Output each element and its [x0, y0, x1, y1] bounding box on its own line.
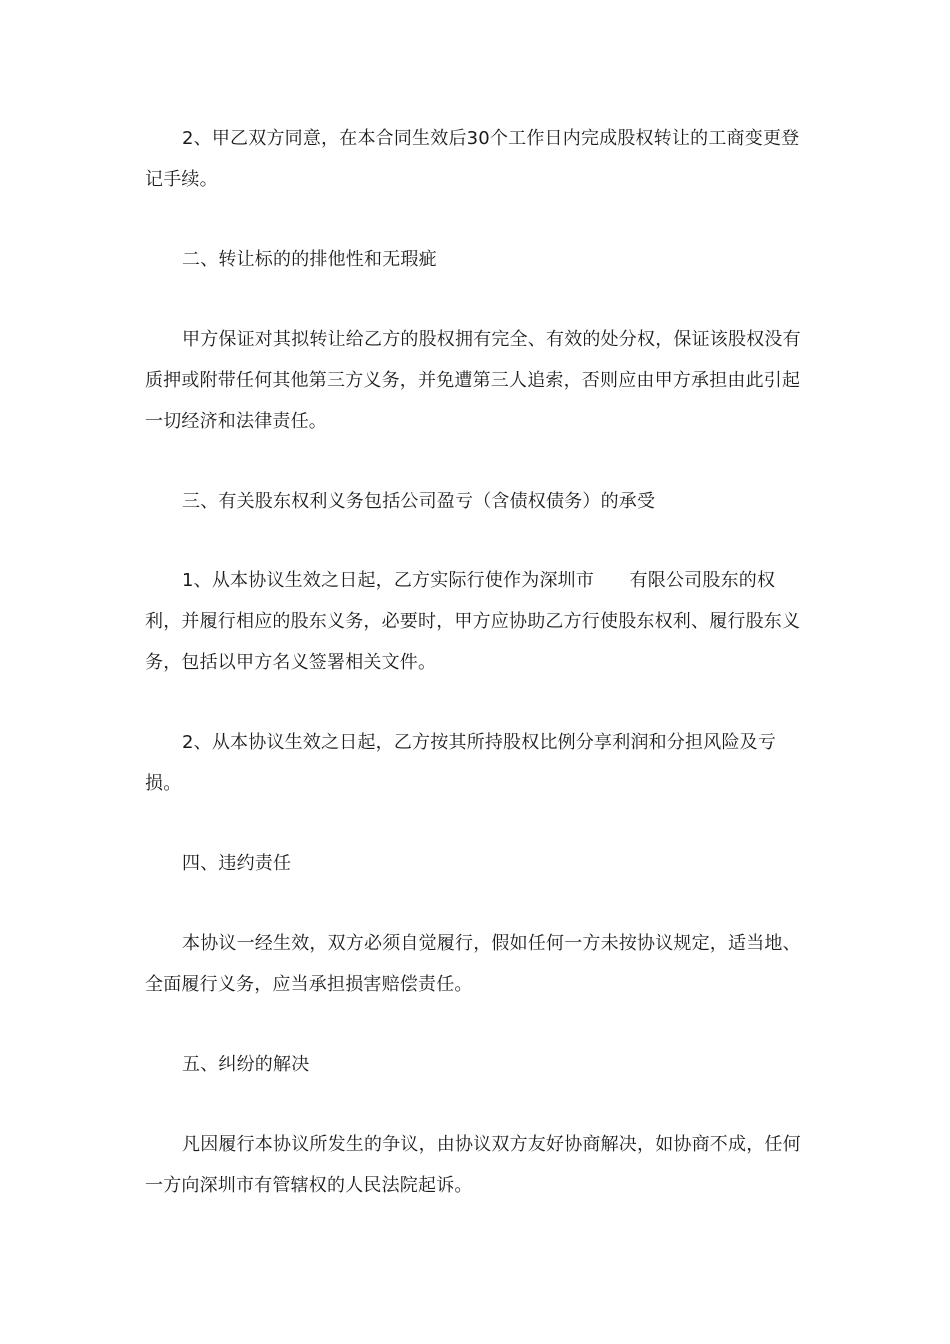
paragraph-warranty: 甲方保证对其拟转让给乙方的股权拥有完全、有效的处分权，保证该股权没有质押或附带任何其他第三方义务，并免遭第三人追索，否则应由甲方承担由此引起一切经济和法律责任。: [145, 329, 801, 432]
paragraph-registration: 2、甲乙双方同意，在本合同生效后30个工作日内完成股权转让的工商变更登记手续。: [145, 128, 800, 190]
paragraph-dispute: 凡因履行本协议所发生的争议，由协议双方友好协商解决，如协商不成，任何一方向深圳市有管辖权的人民法院起诉。: [145, 1134, 801, 1196]
section-heading-dispute: 五、纠纷的解决: [182, 1054, 310, 1075]
paragraph-rights-exercise: 1、从本协议生效之日起，乙方实际行使作为深圳市 有限公司股东的权利，并履行相应的股东义务，必要时，甲方应协助乙方行使股东权利、履行股东义务，包括以甲方名义签署相关文件。: [145, 570, 801, 673]
section-heading-exclusivity: 二、转让标的的排他性和无瑕疵: [182, 249, 437, 270]
section-heading-shareholder-rights: 三、有关股东权利义务包括公司盈亏（含债权债务）的承受: [182, 491, 656, 512]
paragraph-profit-sharing: 2、从本协议生效之日起，乙方按其所持股权比例分享利润和分担风险及亏损。: [145, 732, 777, 794]
paragraph-liability: 本协议一经生效，双方必须自觉履行，假如任何一方未按协议规定，适当地、全面履行义务，应当承担损害赔偿责任。: [145, 933, 801, 995]
section-heading-liability: 四、违约责任: [182, 853, 292, 874]
